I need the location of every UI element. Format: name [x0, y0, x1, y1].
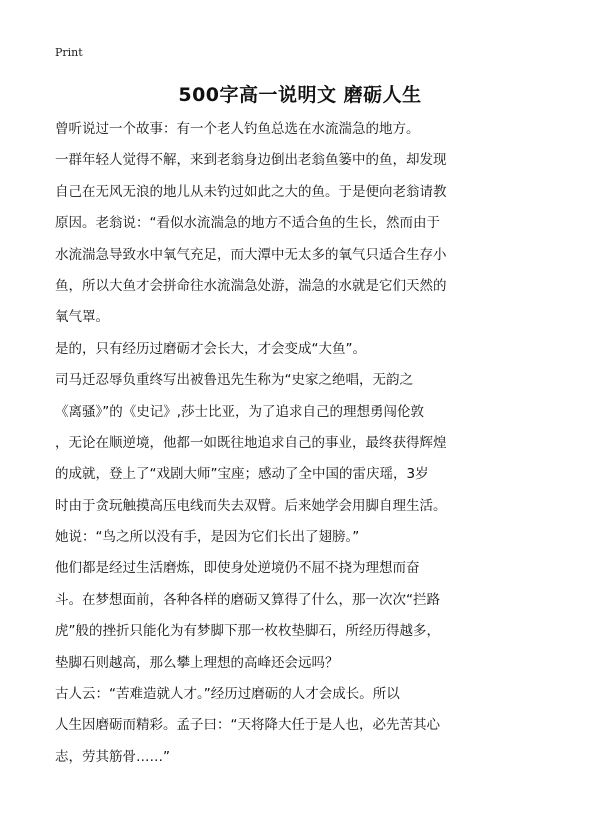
- body-line: 古人云：“苦难造就人才。”经历过磨砺的人才会成长。所以: [55, 686, 400, 703]
- body-line: 原因。老翁说：“看似水流湍急的地方不适合鱼的生长，然而由于: [55, 215, 440, 232]
- body-line: 人生因磨砺而精彩。孟子曰：“天将降大任于是人也，必先苦其心: [55, 717, 440, 734]
- body-line: 鱼，所以大鱼才会拼命往水流湍急处游，湍急的水就是它们天然的: [55, 277, 447, 294]
- body-line: ，无论在顺逆境，他都一如既往地追求自己的事业，最终获得辉煌: [55, 434, 447, 451]
- body-line: 垫脚石则越高，那么攀上理想的高峰还会远吗？: [55, 654, 339, 671]
- document-title: 500字高一说明文 磨砺人生: [178, 84, 422, 106]
- body-line: 司马迁忍辱负重终写出被鲁迅先生称为“史家之绝唱，无韵之: [55, 372, 413, 389]
- body-line: 斗。在梦想面前，各种各样的磨砺又算得了什么，那一次次“拦路: [55, 591, 440, 608]
- body-line: 的成就，登上了“戏剧大师”宝座；感动了全中国的雷庆瑶，3岁: [55, 466, 429, 483]
- body-line: 《离骚》”的《史记》,莎士比亚，为了追求自己的理想勇闯伦敦: [55, 403, 425, 420]
- body-line: 曾听说过一个故事：有一个老人钓鱼总选在水流湍急的地方。: [55, 121, 420, 137]
- document-body: [55, 114, 575, 773]
- body-line: 他们都是经过生活磨炼，即使身处逆境仍不屈不挠为理想而奋: [55, 560, 420, 577]
- body-line: 时由于贪玩触摸高压电线而失去双臂。后来她学会用脚自理生活。: [55, 497, 447, 514]
- body-line: 氧气罩。: [55, 309, 109, 326]
- body-line: 水流湍急导致水中氧气充足，而大潭中无太多的氧气只适合生存小: [55, 246, 447, 263]
- body-line: 一群年轻人觉得不解，来到老翁身边倒出老翁鱼篓中的鱼，却发现: [55, 152, 447, 169]
- body-line: 志，劳其筋骨……”: [55, 748, 170, 765]
- body-line: 她说：“鸟之所以没有手，是因为它们长出了翅膀。”: [55, 529, 360, 546]
- body-line: 是的，只有经历过磨砺才会长大，才会变成“大鱼”。: [55, 340, 366, 357]
- print-label: Print: [55, 46, 83, 59]
- body-line: 虎”般的挫折只能化为有梦脚下那一枚枚垫脚石，所经历得越多，: [55, 623, 440, 640]
- body-line: 自己在无风无浪的地儿从未钓过如此之大的鱼。于是便向老翁请教: [55, 183, 447, 200]
